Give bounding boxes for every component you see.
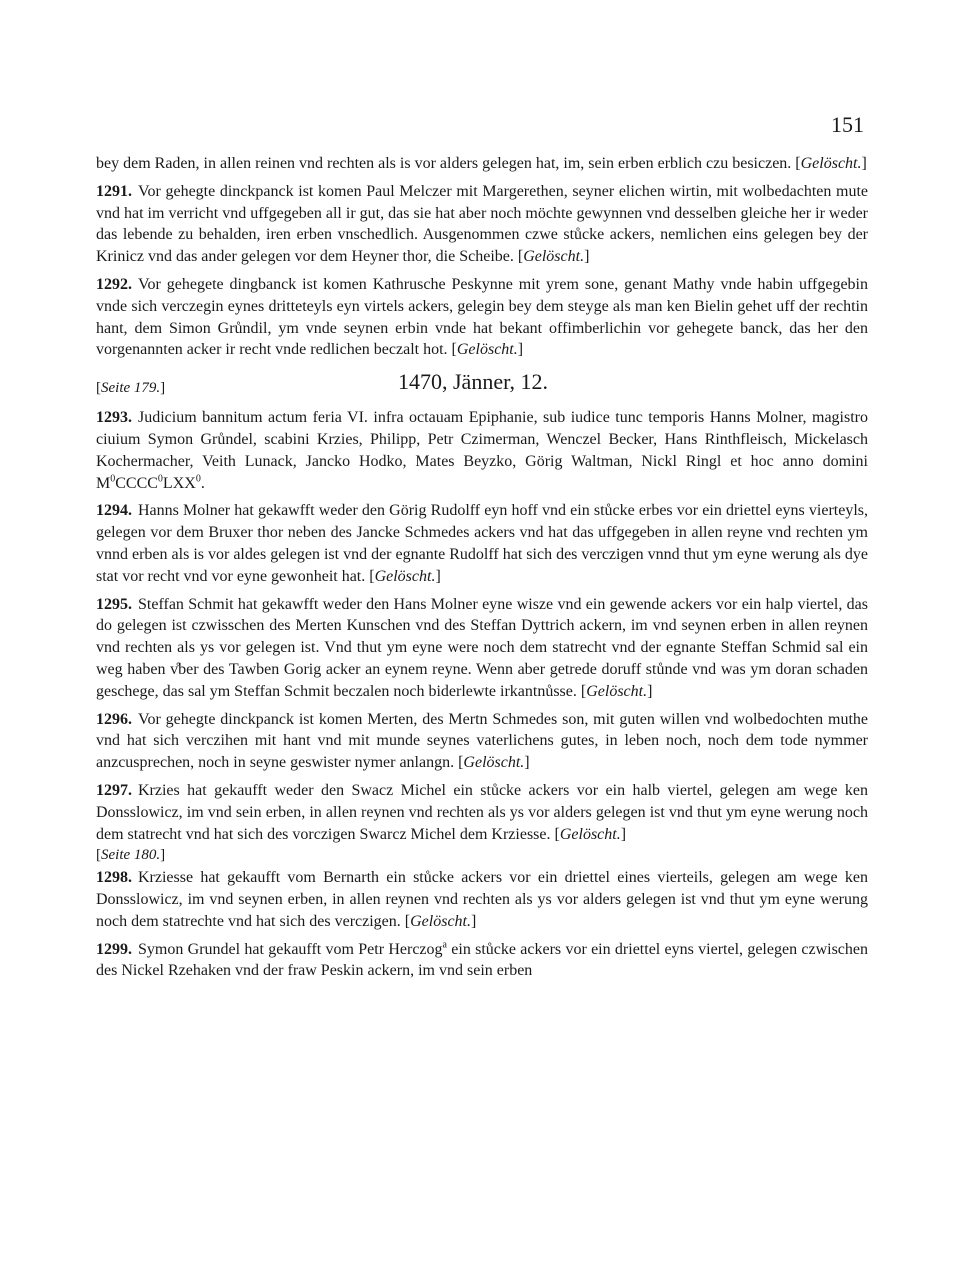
footnote-mark: a — [442, 939, 447, 951]
entry-text: Symon Grundel hat gekaufft vom Petr Herczog — [138, 940, 443, 958]
page-marker-text: Seite 180. — [101, 847, 161, 864]
date-row — [96, 371, 868, 401]
entry-text: bey dem Raden, in allen reinen vnd rechten als is vor alders gelegen hat, im, sein erben erblich czu besiczen. — [96, 155, 792, 172]
page-marker-text: Seite 179. — [101, 380, 161, 397]
deleted-note: Gelöscht. — [374, 567, 436, 585]
entry-1298: 1298. Krziesse hat gekaufft vom Bernarth ein stůcke ackers vor ein driettel eines vierteils, gelegen am wege ken Donsslowicz, im vnd seynen erben, in allen reynen vnd rechten als ys vor alders gelegen ist vnd thut ym eyne werung noch dem statrechte vnd hat sich des verczigen. [Gelöscht.] — [96, 869, 868, 930]
superscript: 0 — [110, 473, 116, 485]
entry-number: 1294. — [96, 502, 132, 520]
entry-number: 1293. — [96, 409, 132, 427]
entry-text-end: LXX — [162, 474, 196, 492]
entry-text: Krziesse hat gekaufft vom Bernarth ein stůcke ackers vor ein driettel eines vierteils, gelegen am wege ken Donsslowicz, im vnd seynen erben, in allen reynen vnd rechten als ys vor alders gelegen ist vnd thut ym eyne werung noch dem statrechte vnd hat sich des verczigen. — [96, 869, 868, 930]
entry-1291: 1291. Vor gehegte dinckpanck ist komen Paul Melczer mit Margerethen, seyner elichen wirtin, mit wolbedachten mute vnd hat im verricht vnd uffgegeben all ir gut, das sie hat aber noch möchte gewynnen vnd desselben gleiche her ir weder das lebende zu behalden, iren erben vnschedlich. Ausgenommen czwe stůcke ackers, nemlichen eins gelegen bey der Krinicz vnd das ander gelegen vor dem Heyner thor, die Scheibe. [Gelöscht.] — [96, 182, 868, 266]
deleted-note: Gelöscht. — [800, 155, 862, 172]
entry-text: Vor gehegte dinckpanck ist komen Paul Melczer mit Margerethen, seyner elichen wirtin, mit wolbedachten mute vnd hat im verricht vnd uffgegeben all ir gut, das sie hat aber noch möchte gewynnen vnd desselben gleiche her ir weder das lebende zu behalden, iren erben vnschedlich. Ausgenommen czwe stůcke ackers, nemlichen eins gelegen bey der Krinicz vnd das ander gelegen vor dem Heyner thor, die Scheibe. — [96, 182, 868, 266]
document-body — [96, 153, 868, 988]
entry-text: Hanns Molner hat gekawfft weder den Görig Rudolff eyn hoff vnd ein stůcke erbes vor ein driettel eyns vierteyls, gelegen vor dem Bruxer thor neben des Jancke Schmedes ackers vnd hat das uffgegeben in allen reyne vnd rechten ym vnnd erben als is vor aldes gelegen ist vnd der egnante Rudolff hat sich des verczigen vnnd thut ym eyne werung als dye stat vor recht vnd vor eyne gewonheit hat. — [96, 502, 868, 585]
deleted-note: Gelöscht. — [410, 912, 471, 930]
entry-number: 1291. — [96, 182, 132, 200]
entry-1293 — [96, 407, 868, 494]
deleted-note: Gelöscht. — [456, 341, 518, 359]
superscript: 0 — [157, 473, 163, 485]
entry-number: 1299. — [96, 940, 132, 958]
entry-1294: 1294. Hanns Molner hat gekawfft weder den Görig Rudolff eyn hoff vnd ein stůcke erbes vor ein driettel eyns vierteyls, gelegen vor dem Bruxer thor neben des Jancke Schmedes ackers vnd hat das uffgegeben in allen reyne vnd rechten ym vnnd erben als is vor aldes gelegen ist vnd der egnante Rudolff hat sich des verczigen vnnd thut ym eyne werung als dye stat vor recht vnd vor eyne gewonheit hat. [Gelöscht.] — [96, 502, 868, 585]
entry-text-cont: ein stůcke ackers vor ein driettel eyns viertel, gelegen czwischen des Nickel Rzehaken vnd der fraw Peskin ackern, im vnd sein erben — [96, 940, 868, 980]
page-number: 151 — [831, 112, 864, 137]
deleted-note: Gelöscht. — [586, 682, 648, 700]
deleted-note: Gelöscht. — [559, 825, 621, 843]
entry-number: 1295. — [96, 595, 132, 613]
page-marker: [Seite 180.] — [96, 847, 166, 864]
entry-text: Krzies hat gekaufft weder den Swacz Michel ein stůcke ackers vor ein halb viertel, gelegen am wege ken Donsslowicz, im vnd sein erben, in allen reynen vnd rechten als ys vor alders gelegen ist vnd thut ym eyne werung noch dem statrecht vnd hat sich des vorczigen Swarcz Michel dem Krziesse. — [96, 781, 868, 843]
entry-text: Steffan Schmit hat gekawfft weder den Hans Molner eyne wisze vnd ein gewende ackers vor ein halp viertel, das do gelegen ist czwisschen des Merten Kunschen vnd des Steffan Dyttrich ackern, im vnd seynen erben in allen reynen vnd rechten als ys vor gelegen ist. Vnd thut ym eyne were noch dem statrecht vnd der egnante Steffan Schmid sal ein weg haben v̊ber des Tawben Gorig acker an eynem reyne. Wenn aber getrede doruff stůnde vnd was ym doran schaden geschege, das sal ym Steffan Schmit beczalen noch biderlewte irkantnůsse. — [96, 595, 868, 700]
deleted-note: Gelöscht. — [463, 754, 525, 772]
entry-text-tail: . — [200, 474, 205, 492]
entry-1292: 1292. Vor gehegete dingbanck ist komen Kathrusche Peskynne mit yrem sone, genant Mathy vnde habin uffgegebin vnde sich verczegin eynes dritteteyls eyn virtels ackers, gelegin bey dem steyge als man ken Bielin gehet uff der rechtin hant, dem Simon Grůndil, ym vnde seynen erbin vnde hat bekant offimberlichin vor gehegete banck, das her den vorgenannten acker ir recht vnde redlichen beczalt hot. [Gelöscht.] — [96, 275, 868, 359]
entry-number: 1292. — [96, 275, 132, 293]
entry-number: 1298. — [96, 869, 132, 887]
entry-text: Vor gehegete dingbanck ist komen Kathrusche Peskynne mit yrem sone, genant Mathy vnde habin uffgegebin vnde sich verczegin eynes dritteteyls eyn virtels ackers, gelegin bey dem steyge als man ken Bielin gehet uff der rechtin hant, dem Simon Grůndil, ym vnde seynen erbin vnde hat bekant offimberlichin vor gehegete banck, das her den vorgenannten acker ir recht vnde redlichen beczalt hot. — [96, 275, 868, 359]
date-heading: 1470, Jänner, 12. — [398, 369, 549, 395]
entry-text: Vor gehegte dinckpanck ist komen Merten, des Mertn Schmedes son, mit guten willen vnd wolbedochten muthe vnd hat sich verczihen mit hant vnd mit munde seynes vaterlichens gutes, in leben noch, noch dem tode nymmer anzcusprechen, noch in seyne geswister nymer anlangn. — [96, 710, 868, 772]
entry-1299 — [96, 939, 868, 983]
entry-1296: 1296. Vor gehegte dinckpanck ist komen Merten, des Mertn Schmedes son, mit guten willen vnd wolbedochten muthe vnd hat sich verczihen mit hant vnd mit munde seynes vaterlichens gutes, in leben noch, noch dem tode nymmer anzcusprechen, noch in seyne geswister nymer anlangn. [Gelöscht.] — [96, 710, 868, 772]
entry-text-mid: CCCC — [115, 474, 158, 492]
entry-number: 1297. — [96, 781, 132, 799]
entry-continuation: bey dem Raden, in allen reinen vnd rechten als is vor alders gelegen hat, im, sein erben erblich czu besiczen. [Gelöscht.] — [96, 155, 867, 172]
entry-text: Judicium bannitum actum feria VI. infra octauam Epiphanie, sub iudice tunc temporis Hanns Molner, magistro ciuium Symon Grůndel, scabini Krzies, Philipp, Petr Czimerman, Wenczel Becker, Hans Rinthfleisch, Mickelasch Kochermacher, Veith Lunack, Jancko Hodko, Mates Beyzko, Görig Waltman, Nickl Ringl et hoc anno domini M — [96, 409, 868, 492]
superscript: 0 — [195, 473, 201, 485]
entry-1295: 1295. Steffan Schmit hat gekawfft weder den Hans Molner eyne wisze vnd ein gewende ackers vor ein halp viertel, das do gelegen ist czwisschen des Merten Kunschen vnd des Steffan Dyttrich ackern, im vnd seynen erben in allen reynen vnd rechten als ys vor gelegen ist. Vnd thut ym eyne were noch dem statrecht vnd der egnante Steffan Schmid sal ein weg haben v̊ber des Tawben Gorig acker an eynem reyne. Wenn aber getrede doruff stůnde vnd was ym doran schaden geschege, das sal ym Steffan Schmit beczalen noch biderlewte irkantnůsse. [Gelöscht.] — [96, 595, 868, 700]
entry-1297: 1297. Krzies hat gekaufft weder den Swacz Michel ein stůcke ackers vor ein halb viertel, gelegen am wege ken Donsslowicz, im vnd sein erben, in allen reynen vnd rechten als ys vor alders gelegen ist vnd thut ym eyne werung noch dem statrecht vnd hat sich des vorczigen Swarcz Michel dem Krziesse. [Gelöscht.] — [96, 781, 868, 843]
deleted-note: Gelöscht. — [523, 248, 585, 266]
entry-number: 1296. — [96, 710, 132, 728]
page-marker: [Seite 179.] — [96, 380, 166, 397]
